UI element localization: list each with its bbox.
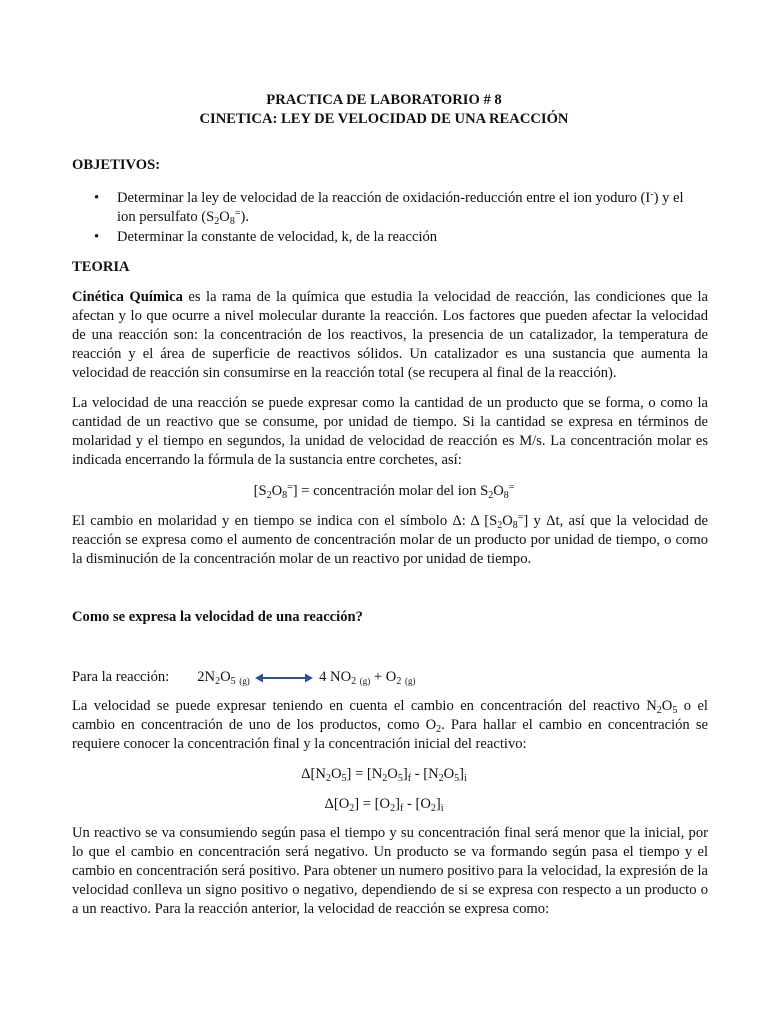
title-line-2: CINETICA: LEY DE VELOCIDAD DE UNA REACCIÓN: [199, 111, 569, 127]
paragraph-expresion: La velocidad se puede expresar teniendo en cuenta el cambio en concentración del reactivo $N_2O_5$ o el cambio en concentración de uno de los productos, como $O_2$. Para hallar el cambio en concentración se requiere conocer la concentración final y la concentración inicial del reactivo:: [72, 698, 708, 752]
objetivo-2: Determinar la constante de velocidad, k, de la reacción: [117, 229, 438, 245]
paragraph-velocidad: La velocidad de una reacción se puede expresar como la cantidad de un producto que se forma, o como la cantidad de un reactivo que se consume, por unidad de tiempo. Si la cantidad se expresa en términos de molaridad y el tiempo en segundos, la unidad de velocidad de reacción es M/s. La concentración molar es indicada encerrando la fórmula de la sustancia entre corchetes, así:: [72, 395, 708, 468]
heading-objetivos: OBJETIVOS:: [72, 157, 161, 173]
bullet-icon: •: [94, 190, 100, 206]
double-arrow-icon: [255, 673, 313, 683]
heading-teoria: TEORIA: [72, 259, 130, 275]
equation-concentracion: $[S_2O_8^=]$ = concentración molar del ion $S_2O_8^=$: [253, 482, 515, 501]
title-line-1: PRACTICA DE LABORATORIO # 8: [266, 92, 502, 108]
bullet-icon: •: [94, 229, 100, 245]
objetivo-1: Determinar la ley de velocidad de la reacción de oxidación-reducción entre el ion yoduro (I-) y el ion persulfato $(S_2O_8^=)$.: [117, 189, 684, 227]
paragraph-reactivo: Un reactivo se va consumiendo según pasa el tiempo y su concentración final será menor que la inicial, por lo que el cambio en concentración será negativo. Un producto se va formando según pasa el tiempo y el cambio en concentración será positivo. Para obtener un numero positivo para la velocidad, la expresión de la velocidad conlleva un signo positivo o negativo, dependiendo de si se expresa con respecto a un producto o a un reactivo. Para la reacción anterior, la velocidad de reacción se expresa como:: [72, 825, 708, 917]
paragraph-cambio: El cambio en molaridad y en tiempo se indica con el símbolo Δ: Δ $[S_2O_8^=]$ y Δt, así que la velocidad de reacción se expresa como el aumento de concentración molar de un producto por unidad de tiempo, o como la disminución de la concentración molar de un reactivo por unidad de tiempo.: [72, 512, 708, 567]
paragraph-cinetica: Cinética Química es la rama de la química que estudia la velocidad de reacción, las condiciones que la afectan y lo que ocurre a nivel molecular durante la reacción. Los factores que pueden afectar la velocidad de una reacción son: la concentración de los reactivos, la presencia de un catalizador, la temperatura de reacción y el área de superficie de reactivos sólidos. Un catalizador es una sustancia que aumenta la velocidad de reacción sin consumirse en la reacción total (se recupera al final de la reacción).: [72, 289, 708, 381]
heading-como-se-expresa: Como se expresa la velocidad de una reacción?: [72, 609, 363, 625]
equation-delta-o2: $\Delta[O_2] = [O_2]_f - [O_2]_i$: [324, 796, 444, 814]
equation-delta-n2o5: $\Delta[N_2O_5] = [N_2O_5]_f - [N_2O_5]_i$: [301, 766, 467, 784]
reaction-line: Para la reacción: $2N_2O_5$ $_{(g)}$ 4 $NO_2$ $_{(g)} + O_2$ $_{(g)}$: [72, 669, 416, 687]
